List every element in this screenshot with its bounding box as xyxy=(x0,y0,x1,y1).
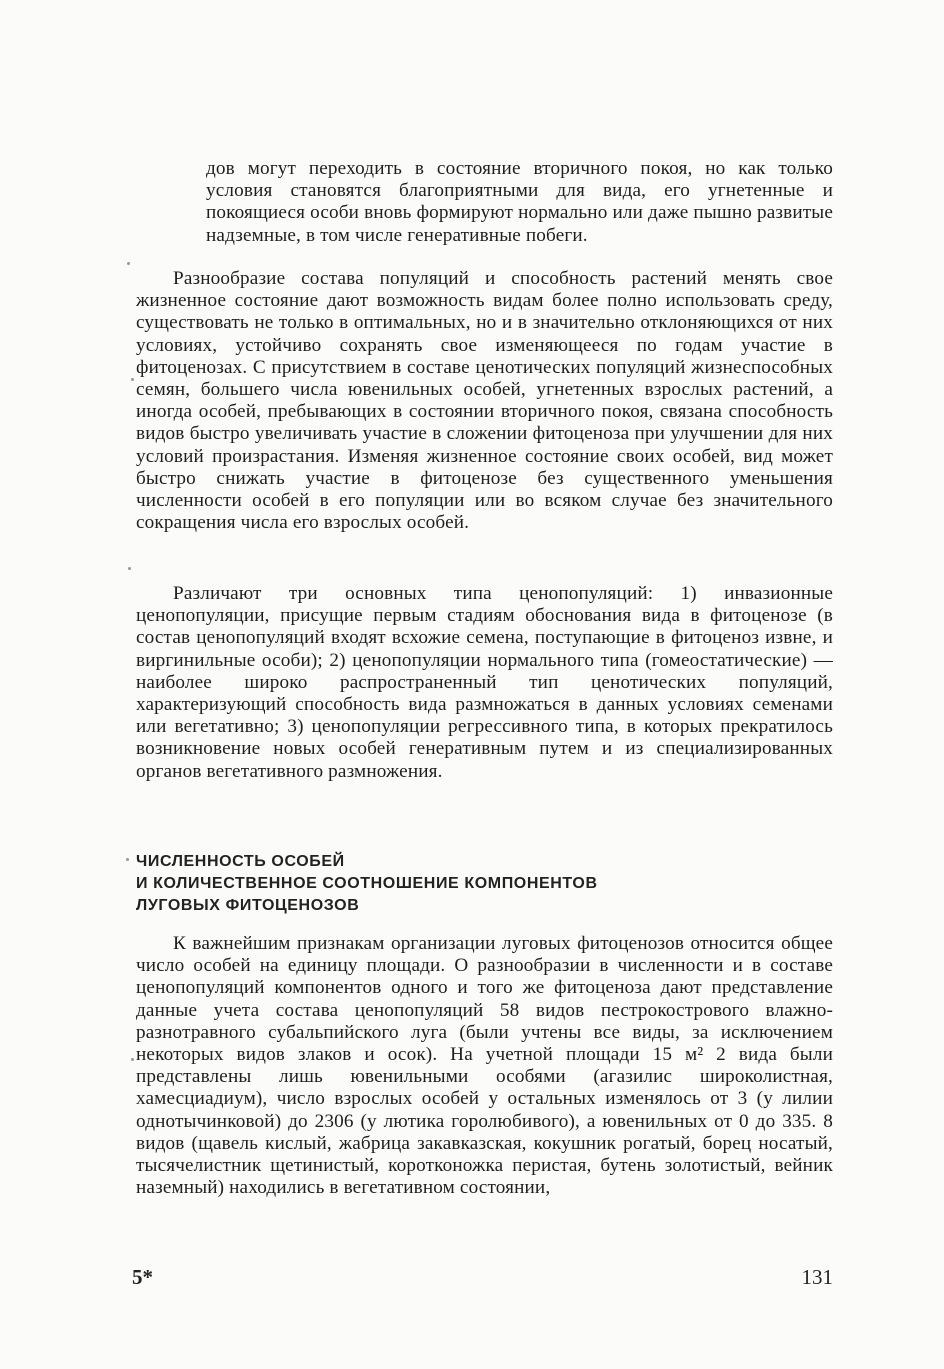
print-speck xyxy=(131,378,134,381)
print-speck xyxy=(127,262,130,265)
paragraph-individual-counts xyxy=(136,933,833,1199)
section-heading-line: И КОЛИЧЕСТВЕННОЕ СООТНОШЕНИЕ КОМПОНЕНТОВ xyxy=(136,875,598,892)
paragraph-text: дов могут переходить в состояние вторичного покоя, но как только условия становятся благоприятными для вида, его угнетенные и покоящиеся особи вновь формируют нормально или даже пышно развитые надземные, в том числе генеративные побеги. xyxy=(206,158,833,246)
paragraph-text: К важнейшим признакам организации луговых фитоценозов относится общее число особей на единицу площади. О разнообразии в численности и в составе ценопопуляций компонентов одного и того же фитоценоза дают представление данные учета состава ценопопуляций 58 видов пестрокострового влажно-разнотравного субальпийского луга (были учтены все виды, за исключением некоторых видов злаков и осок). На учетной площади 15 м² 2 вида были представлены лишь ювенильными особями (агазилис широколистная, хамесциадиум), число взрослых особей у остальных изменялось от 3 (у лилии однотычинковой) до 2306 (у лютика горолюбивого), а ювенильных от 0 до 335. 8 видов (щавель кислый, жабрица закавказская, кокушник рогатый, борец носатый, тысячелистник щетинистый, коротконожка перистая, бутень золотистый, вейник наземный) находились в вегетативном состоянии, xyxy=(136,933,833,1199)
paragraph-text: Разнообразие состава популяций и способность растений менять свое жизненное состояние дают возможность видам более полно использовать среду, существовать не только в оптимальных, но и в значительно отклоняющихся от них условиях, устойчиво сохранять свое изменяющееся по годам участие в фитоценозах. С присутствием в составе ценотических популяций жизнеспособных семян, большего числа ювенильных особей, угнетенных взрослых растений, а иногда особей, пребывающих в состоянии вторичного покоя, связана способность видов быстро увеличивать участие в сложении фитоценоза при улучшении для них условий произрастания. Изменяя жизненное состояние своих особей, вид может быстро снижать участие в фитоценозе без существенного уменьшения численности особей в его популяции или во всяком случае без значительного сокращения числа его взрослых особей. xyxy=(136,268,833,534)
continuation-paragraph xyxy=(206,158,833,247)
paragraph-text: Различают три основных типа ценопопуляций: 1) инвазионные ценопопуляции, присущие первым стадиям обоснования вида в фитоценозе (в состав ценопопуляций входят всхожие семена, поступающие в фитоценоз извне, и виргинильные особи); 2) ценопопуляции нормального типа (гомеостатические) — наиболее широко распространенный тип ценотических популяций, характеризующий способность вида размножаться в данных условиях семенами или вегетативно; 3) ценопопуляции регрессивного типа, в которых прекратилось возникновение новых особей генеративным путем и из специализированных органов вегетативного размножения. xyxy=(136,583,833,782)
paragraph-population-diversity xyxy=(136,268,833,534)
section-heading-line: ЛУГОВЫХ ФИТОЦЕНОЗОВ xyxy=(136,897,360,914)
signature-mark: 5* xyxy=(132,1265,153,1289)
print-speck xyxy=(126,858,129,861)
page-number: 131 xyxy=(801,1265,833,1289)
print-speck xyxy=(131,1058,134,1061)
section-heading xyxy=(136,851,736,917)
paragraph-cenopopulation-types xyxy=(136,583,833,783)
print-speck xyxy=(128,567,131,570)
section-heading-line: ЧИСЛЕННОСТЬ ОСОБЕЙ xyxy=(136,853,345,870)
